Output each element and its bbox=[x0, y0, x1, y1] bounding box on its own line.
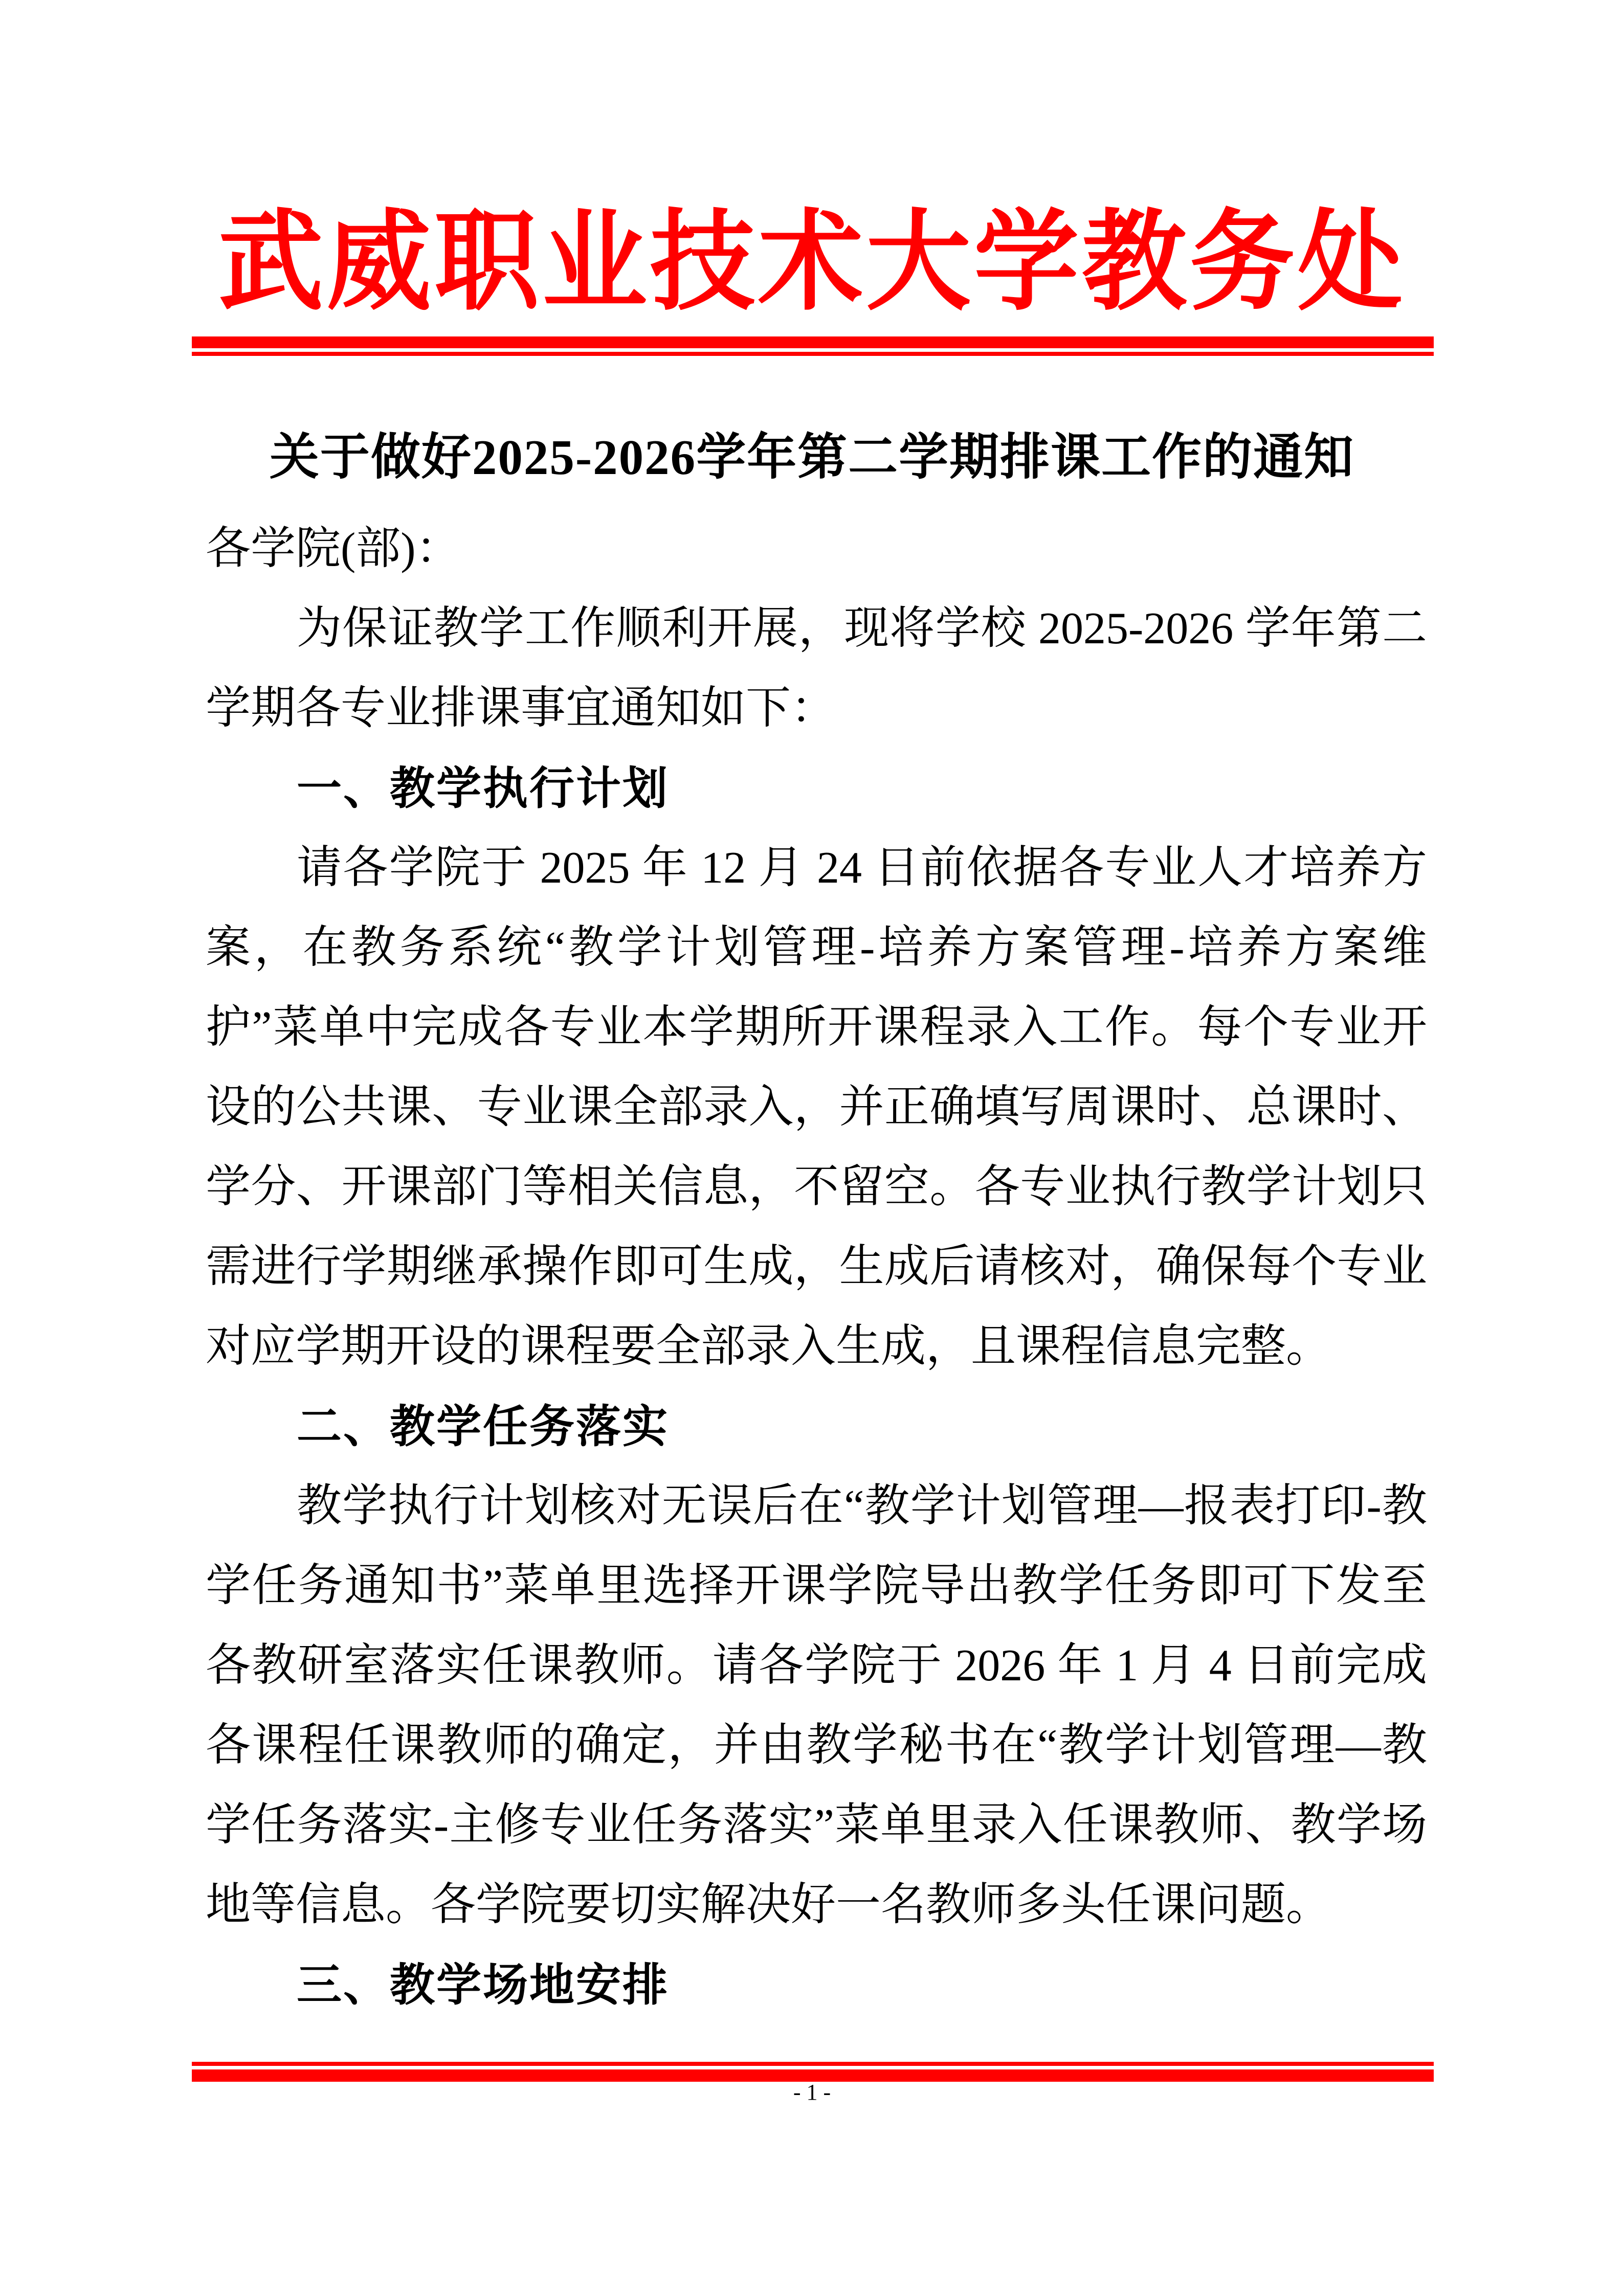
section-heading-3: 三、教学场地安排 bbox=[297, 1960, 670, 2010]
header-rule-thick bbox=[192, 336, 1434, 348]
section-heading-1: 一、教学执行计划 bbox=[297, 763, 670, 814]
body-paragraph-intro: 为保证教学工作顺利开展，现将学校 2025-2026 学年第二学期各专业排课事宜通知如下： bbox=[206, 604, 1427, 733]
masthead-title: 武威职业技术大学教务处 bbox=[218, 202, 1406, 324]
header-rule-thin bbox=[192, 352, 1434, 356]
document-body bbox=[206, 509, 1427, 2025]
page-number: - 1 - bbox=[793, 2080, 831, 2105]
footer-rule-thin bbox=[192, 2062, 1434, 2066]
body-paragraph-section-1: 请各学院于 2025 年 12 月 24 日前依据各专业人才培养方案，在教务系统“教学计划管理-培养方案管理-培养方案维护”菜单中完成各专业本学期所开课程录入工作。每个专业开设的公共课、专业课全部录入，并正确填写周课时、总课时、学分、开课部门等相关信息，不留空。各专业执行教学计划只需进行学期继承操作即可生成，生成后请核对，确保每个专业对应学期开设的课程要全部录入生成，且课程信息完整。 bbox=[206, 843, 1427, 1371]
section-heading-2: 二、教学任务落实 bbox=[297, 1401, 670, 1452]
document-title: 关于做好2025-2026学年第二学期排课工作的通知 bbox=[269, 430, 1355, 485]
body-paragraph-section-2: 教学执行计划核对无误后在“教学计划管理—报表打印-教学任务通知书”菜单里选择开课学院导出教学任务即可下发至各教研室落实任课教师。请各学院于 2026 年 1 月 4 日前完成各课程任课教师的确定，并由教学秘书在“教学计划管理—教学任务落实-主修专业任务落实”菜单里录入任课教师、教学场地等信息。各学院要切实解决好一名教师多头任课问题。 bbox=[206, 1481, 1427, 1930]
salutation: 各学院(部)： bbox=[206, 524, 461, 574]
